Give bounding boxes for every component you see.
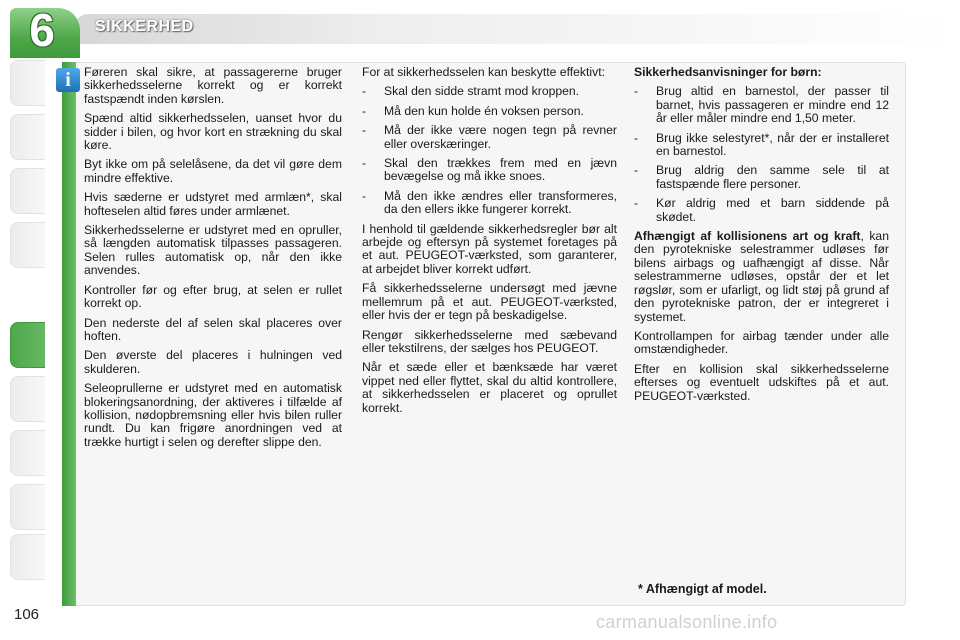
- list-item: - Brug altid en barnestol, der passer til barnet, hvis passageren er mindre end 12 år eller måler mindre end 1,50 meter.: [634, 85, 889, 125]
- page-number: 106: [14, 606, 40, 623]
- page-title: SIKKERHED: [95, 18, 194, 35]
- collision-bold-text: Afhængigt af kollisionens art og kraft: [634, 229, 861, 244]
- list-item: - Kør aldrig med et barn siddende på skødet.: [634, 197, 889, 224]
- col2-bullet-list: [362, 85, 617, 216]
- column-3: [634, 66, 889, 409]
- col1-paragraph: Byt ikke om på selelåsene, da det vil gøre dem mindre effektive.: [84, 157, 342, 185]
- col3-paragraph: Kontrollampen for airbag tænder under alle omstændigheder.: [634, 328, 889, 357]
- list-item: - Skal den sidde stramt mod kroppen.: [362, 85, 617, 98]
- side-tab-6[interactable]: [10, 376, 45, 422]
- col2-paragraph: Få sikkerhedsselerne undersøgt med jævne mellemrum på et aut. PEUGEOT-værksted, eller hvis der er tegn på beskadigelse.: [362, 281, 617, 323]
- collision-text: , kan den pyrotekniske selestrammer udløses før bilens airbags og uafhængigt af disse. Når selestrammerne udløses, opstår der et let røgslør, som er ufarligt, og lidt støj på grund af den pyrotekniske patron, der er integreret i systemet.: [634, 229, 889, 324]
- list-item: - Må den kun holde én voksen person.: [362, 105, 617, 118]
- green-side-bar: [62, 62, 76, 606]
- footnote: * Afhængigt af model.: [638, 582, 767, 596]
- col2-paragraph: I henhold til gældende sikkerhedsregler bør alt arbejde og eftersyn på systemet foretages på et aut. PEUGEOT-værksted, som garanterer, at arbejdet bliver korrekt udført.: [362, 221, 617, 276]
- list-item: - Må der ikke være nogen tegn på revner eller overskæringer.: [362, 124, 617, 151]
- column-1: [84, 66, 342, 455]
- child-safety-heading: Sikkerhedsanvisninger for børn:: [634, 65, 822, 79]
- list-item: - Brug aldrig den samme sele til at fastspænde flere personer.: [634, 164, 889, 191]
- collision-paragraph: [634, 230, 889, 324]
- side-tab-2[interactable]: [10, 114, 45, 160]
- col2-intro: For at sikkerhedsselen kan beskytte effektivt:: [362, 65, 605, 79]
- col1-paragraph: Kontroller før og efter brug, at selen er rullet korrekt op.: [84, 282, 342, 311]
- side-tab-7[interactable]: [10, 430, 45, 476]
- list-item: - Må den ikke ændres eller transformeres, da den ellers ikke fungerer korrekt.: [362, 190, 617, 217]
- col1-paragraph: Den øverste del placeres i hulningen ved skulderen.: [84, 348, 342, 376]
- column-2: [362, 66, 617, 421]
- side-tab-9[interactable]: [10, 534, 45, 580]
- col3-paragraph: Efter en kollision skal sikkerhedsselerne efterses og eventuelt udskiftes på et aut. PEUGEOT-værksted.: [634, 361, 889, 403]
- list-item: - Skal den trækkes frem med en jævn bevægelse og må ikke snoes.: [362, 157, 617, 184]
- col1-paragraph: Seleoprullerne er udstyret med en automatisk blokeringsanordning, der aktiveres i tilfælde af kollision, nødopbremsning eller hvis bilen ruller rundt. Du kan frigøre anordningen ved at trække hurtigt i selen og derefter slippe den.: [84, 381, 342, 449]
- col2-paragraph: Rengør sikkerhedsselerne med sæbevand eller tekstilrens, der sælges hos PEUGEOT.: [362, 327, 617, 355]
- side-tab-3[interactable]: [10, 168, 45, 214]
- side-tab-4[interactable]: [10, 222, 45, 268]
- col2-paragraph: Når et sæde eller et bænksæde har været vippet ned eller flyttet, skal du altid kontrollere, at sikkerhedsselen er placeret og oprullet korrekt.: [362, 360, 617, 415]
- col3-bullet-list: [634, 85, 889, 224]
- chapter-number: 6: [29, 4, 55, 56]
- side-tabs: [0, 60, 44, 580]
- col1-paragraph: Hvis sæderne er udstyret med armlæn*, skal hofteselen altid føres under armlænet.: [84, 190, 342, 218]
- col1-paragraph: Sikkerhedsselerne er udstyret med en opruller, så længden automatisk tilpasses passageren. Selen rulles automatisk op, når den ikke anvendes.: [84, 223, 342, 278]
- side-tab-1[interactable]: [10, 60, 45, 106]
- info-icon: i: [56, 68, 80, 92]
- col1-paragraph: Spænd altid sikkerhedsselen, uanset hvor du sidder i bilen, og hvor kort en strækning du skal køre.: [84, 111, 342, 153]
- list-item: - Brug ikke selestyret*, når der er installeret en barnestol.: [634, 132, 889, 159]
- watermark: carmanualsonline.info: [596, 612, 778, 632]
- col1-paragraph: Den nederste del af selen skal placeres over hoften.: [84, 315, 342, 343]
- side-tab-8[interactable]: [10, 484, 45, 530]
- col1-paragraph: Føreren skal sikre, at passagererne bruger sikkerhedsselerne korrekt og er korrekt fastspændt inden kørslen.: [84, 65, 342, 106]
- title-band: [74, 14, 960, 44]
- side-tab-active[interactable]: [10, 322, 45, 368]
